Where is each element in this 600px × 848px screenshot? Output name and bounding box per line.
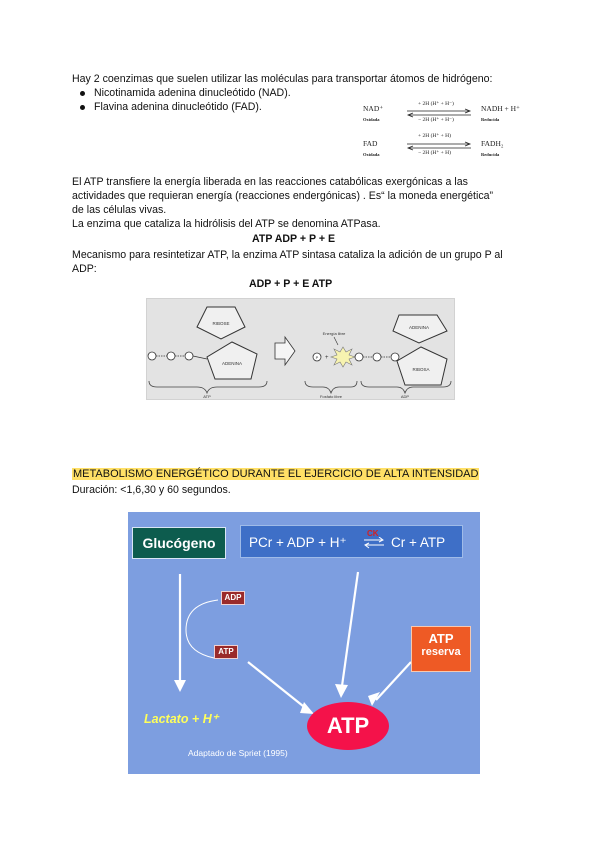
duration-line: Duración: <1,6,30 y 60 segundos. [72,484,231,496]
pcr-reaction-box [240,525,463,558]
svg-text:P: P [315,355,319,360]
left-bracket [149,381,267,393]
ribose-right-shape [397,347,447,385]
mid-bracket-label: Fosfato libre [319,394,343,399]
atp-hydrolysis-diagram [146,298,455,400]
fad-left: FAD [363,139,378,148]
bullet-dot [80,105,85,110]
metabolism-panel [128,512,480,774]
atp-p3-line2: ADP: [72,263,97,275]
nad-left: NAD⁺ [363,104,384,113]
ribose-label: RIBOSE [212,321,230,326]
adenine-label: ADENINA [221,361,243,366]
atp-p3-line1: Mecanismo para resintetizar ATP, la enzima ATP sintasa cataliza la adición de un grupo P al [72,249,503,261]
atp-p2: La enzima que cataliza la hidrólisis del ATP se denomina ATPasa. [72,218,381,230]
fad-bottom: − 2H (H⁺ + H) [418,150,451,156]
left-bracket-label: ATP [203,394,211,399]
fad-right: FADH₂ [481,139,504,148]
adenine-right-label: ADENINA [408,325,430,330]
atp-reserva-box [411,626,471,672]
equilibrium-arrow [363,537,385,549]
fad-right-state: Reducida [481,152,500,157]
atp-p1-line1: El ATP transfiere la energía liberada en las reacciones catabólicas exergónicas a las [72,176,468,188]
pcr-right: Cr + ATP [391,535,446,550]
right-bracket-label: ADP [400,394,410,399]
bullet-dot [80,91,85,96]
nad-left-state: Oxidada [363,117,380,122]
phosphate-chain-left [148,352,207,360]
bullet-fad: Flavina adenina dinucleótido (FAD). [94,101,262,113]
reaction-arrow [275,337,295,365]
energy-burst [331,347,355,367]
section-heading [72,468,479,481]
atp-reserva-line2: reserva [421,646,461,658]
atp-synthesis-equation: ADP + P + E ATP [249,278,333,290]
adp-mini-box: ADP [221,591,245,605]
source-citation: Adaptado de Spriet (1995) [188,748,288,758]
nad-top: + 2H (H⁺ + H⁻) [418,101,454,107]
section-heading-text: METABOLISMO ENERGÉTICO DURANTE EL EJERCICIO DE ALTA INTENSIDAD [73,468,479,480]
atp-diagram-svg [147,299,456,401]
atp-center-ellipse: ATP [307,702,389,750]
glucogeno-box: Glucógeno [132,527,226,559]
nad-right-state: Reducida [481,117,500,122]
atp-hydrolysis-equation: ATP ADP + P + E [252,233,336,245]
fad-left-state: Oxidada [363,152,380,157]
fad-top: + 2H (H⁺ + H) [418,133,451,139]
nad-bottom: − 2H (H⁺ + H⁻) [418,117,454,123]
ck-enzyme: CK [367,529,379,538]
atp-p1-line3: de las células vivas. [72,204,167,216]
lactato-label: Lactato + H⁺ [144,712,219,726]
nad-right: NADH + H⁺ [481,104,521,113]
intro-line: Hay 2 coenzimas que suelen utilizar las moléculas para transportar átomos de hidrógeno: [72,73,493,85]
pcr-left: PCr + ADP + H⁺ [249,535,347,550]
atp-p1-line2: actividades que requieran energía (reacciones endergónicas) . Es“ la moneda energética” [72,190,494,202]
atp-reserva-line1: ATP [428,631,454,646]
atp-mini-box: ATP [214,645,238,659]
ribose-right-label: RIBOSA [412,367,430,372]
svg-text:+: + [325,355,329,361]
energy-label: Energía libre [322,331,346,336]
bullet-nad: Nicotinamida adenina dinucleótido (NAD). [94,87,291,99]
